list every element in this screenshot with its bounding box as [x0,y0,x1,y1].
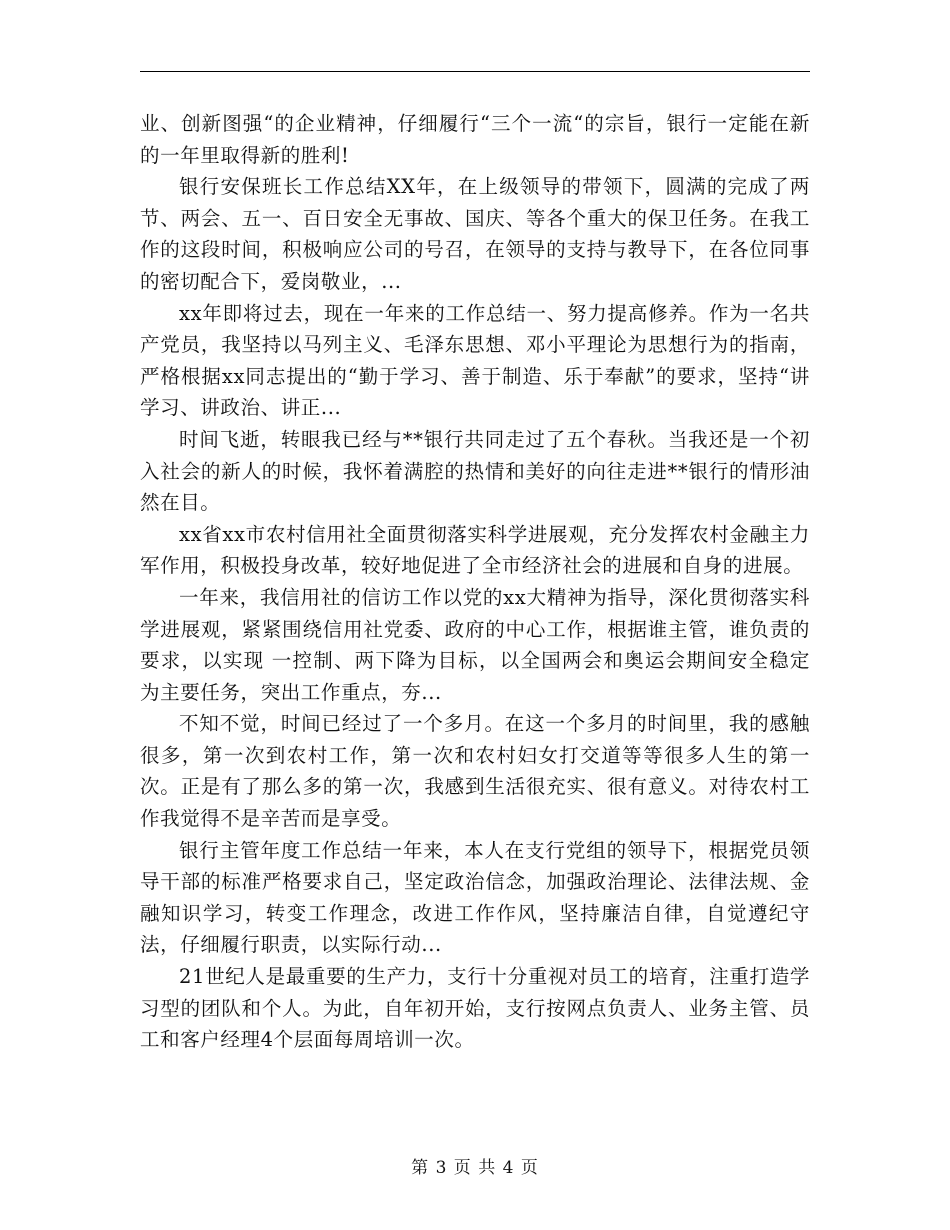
paragraph: xx省xx市农村信用社全面贯彻落实科学进展观，充分发挥农村金融主力军作用，积极投身改革，较好地促进了全市经济社会的进展和自身的进展。 [140,522,810,578]
paragraph: 业、创新图强“的企业精神，仔细履行“三个一流“的宗旨，银行一定能在新的一年里取得新的胜利! [140,112,810,167]
paragraph: 不知不觉，时间已经过了一个多月。在这一个多月的时间里，我的感触很多，第一次到农村工作，第一次和农村妇女打交道等等很多人生的第一次。正是有了那么多的第一次，我感到生活很充实、很有意义。对待农村工作我觉得不是辛苦而是享受。 [140,712,810,831]
paragraph: 一年来，我信用社的信访工作以党的xx大精神为指导，深化贯彻落实科学进展观，紧紧围绕信用社党委、政府的中心工作，根据谁主管，谁负责的要求，以实现 一控制、两下降为目标，以全国两会和奥运会期间安全稳定为主要任务，突出工作重点，夯... [140,585,810,704]
header-rule [140,71,810,72]
document-body [140,108,810,1056]
paragraph: 时间飞逝，转眼我已经与**银行共同走过了五个春秋。当我还是一个初入社会的新人的时候，我怀着满腔的热情和美好的向往走进**银行的情形油然在目。 [140,427,810,515]
paragraph: 21世纪人是最重要的生产力，支行十分重视对员工的培育，注重打造学习型的团队和个人。为此，自年初开始，支行按网点负责人、业务主管、员工和客户经理4个层面每周培训一次。 [140,965,810,1052]
page-number: 第 3 页 共 4 页 [411,1158,539,1178]
paragraph: 银行主管年度工作总结一年来，本人在支行党组的领导下，根据党员领导干部的标准严格要求自己，坚定政治信念，加强政治理论、法律法规、金融知识学习，转变工作理念，改进工作作风，坚持廉洁自律，自觉遵纪守法，仔细履行职责，以实际行动... [140,838,810,957]
paragraph: xx年即将过去，现在一年来的工作总结一、努力提高修养。作为一名共产党员，我坚持以马列主义、毛泽东思想、邓小平理论为思想行为的指南，严格根据xx同志提出的“勤于学习、善于制造、乐于奉献”的要求，坚持“讲学习、讲政治、讲正... [140,301,810,420]
paragraph: 银行安保班长工作总结XX年，在上级领导的带领下，圆满的完成了两节、两会、五一、百日安全无事故、国庆、等各个重大的保卫任务。在我工作的这段时间，积极响应公司的号召，在领导的支持与教导下，在各位同事的密切配合下，爱岗敬业，... [140,175,810,293]
